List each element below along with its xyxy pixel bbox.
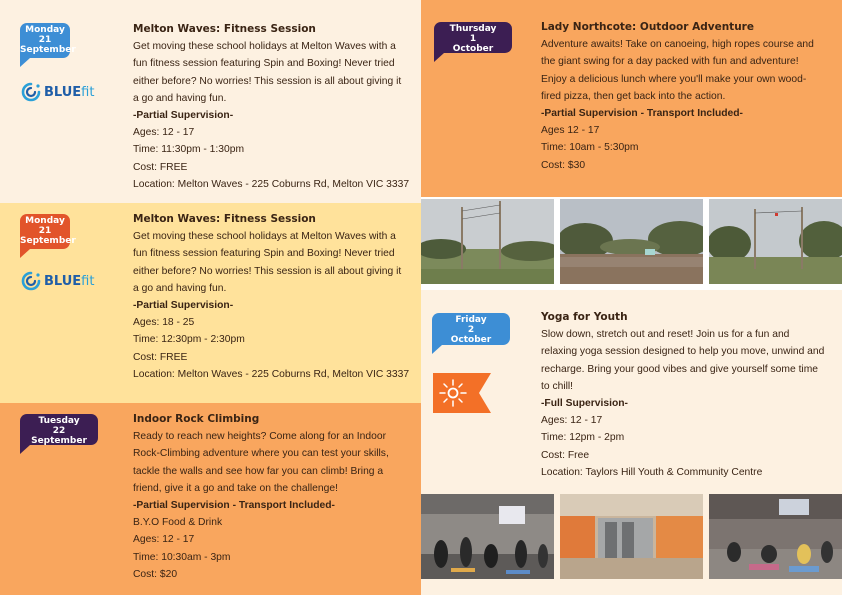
session-title: Yoga for Youth	[541, 311, 628, 323]
bluefit-logo	[20, 82, 94, 102]
session-desc-line: fun fitness session featuring Spin and Boxing! Never tried	[133, 58, 395, 70]
outdoor-photo-3	[709, 199, 842, 284]
session-title: Melton Waves: Fitness Session	[133, 213, 316, 225]
badge-date: 22	[52, 426, 66, 436]
session-desc-line: Ready to reach new heights? Come along for an Indoor	[133, 431, 387, 443]
session-details	[133, 211, 409, 383]
badge-day: Monday	[25, 25, 65, 35]
session-desc-line: Rock-Climbing adventure where you can test your skills,	[133, 448, 389, 460]
yoga-photo-1	[421, 494, 554, 579]
session-ages: Ages: 12 - 17	[541, 415, 603, 427]
badge-day: Friday	[455, 315, 487, 325]
badge-date: 1	[469, 34, 477, 44]
session-ages: Ages 12 - 17	[541, 125, 600, 137]
date-badge	[20, 214, 76, 249]
logo-text-sub: fit	[81, 84, 95, 100]
badge-day: Monday	[25, 216, 65, 226]
logo-text-main: BLUE	[44, 84, 82, 100]
session-location: Location: Taylors Hill Youth & Community Centre	[541, 466, 763, 478]
badge-date: 2	[467, 325, 475, 335]
session-cost: Cost: FREE	[133, 161, 188, 173]
session-desc-line: a go and having fun.	[133, 92, 227, 104]
session-desc-line: Get moving these school holidays at Melton Waves with a	[133, 41, 396, 53]
session-desc-line: tackle the walls and see how far you can climb! Bring a	[133, 465, 384, 477]
session-desc-line: recharge. Bring your good vibes and give yourself some time	[541, 363, 819, 375]
session-title: Indoor Rock Climbing	[133, 413, 260, 425]
date-badge	[20, 414, 98, 445]
bluefit-swirl-icon	[20, 82, 42, 102]
logo-text-sub: fit	[81, 273, 95, 289]
badge-day: Tuesday	[38, 416, 80, 426]
bluefit-logo	[20, 271, 94, 291]
session-supervision: -Partial Supervision - Transport Included-	[541, 108, 743, 120]
badge-month: September	[20, 236, 76, 246]
session-desc-line: Enjoy a delicious lunch where you'll make your own wood-	[541, 73, 807, 85]
session-panel-2	[0, 203, 421, 403]
session-desc-line: fun fitness session featuring Spin and Boxing! Never tried	[133, 248, 395, 260]
session-supervision: -Partial Supervision - Transport Included-	[133, 500, 335, 512]
session-location: Location: Melton Waves - 225 Coburns Rd, Melton VIC 3337	[133, 368, 410, 380]
session-byo: B.Y.O Food & Drink	[133, 517, 223, 529]
outdoor-photo-1	[421, 199, 554, 284]
session-desc-line: to chill!	[541, 380, 574, 392]
badge-month: September	[20, 45, 76, 55]
session-desc-line: Slow down, stretch out and reset! Join us for a fun and	[541, 329, 790, 341]
yoga-photo-2	[560, 494, 703, 579]
session-time: Time: 12:30pm - 2:30pm	[133, 334, 245, 346]
session-panel-4	[421, 0, 842, 197]
session-desc-line: friend, give it a go and take on the challenge!	[133, 482, 338, 494]
date-badge	[434, 22, 512, 53]
date-badge	[432, 313, 510, 345]
session-details	[133, 411, 389, 583]
session-title: Melton Waves: Fitness Session	[133, 23, 316, 35]
youth-flag-icon	[433, 373, 491, 418]
session-ages: Ages: 18 - 25	[133, 317, 195, 329]
session-ages: Ages: 12 - 17	[133, 534, 195, 546]
session-desc-line: fired pizza, then get back into the action.	[541, 90, 726, 102]
session-location: Location: Melton Waves - 225 Coburns Rd, Melton VIC 3337	[133, 178, 410, 190]
session-time: Time: 10:30am - 3pm	[133, 551, 231, 563]
session-desc-line: Adventure awaits! Take on canoeing, high ropes course and	[541, 39, 814, 51]
session-supervision: -Partial Supervision-	[133, 110, 234, 122]
session-panel-1	[0, 0, 421, 203]
session-time: Time: 11:30pm - 1:30pm	[133, 144, 245, 156]
session-cost: Cost: $20	[133, 568, 178, 580]
session-panel-3	[0, 403, 421, 595]
session-cost: Cost: $30	[541, 159, 586, 171]
session-desc-line: either before? No worries! This session is all about giving it	[133, 75, 402, 87]
badge-month: September	[31, 436, 87, 446]
session-desc-line: the giant swing for a day packed with fun and adventure!	[541, 56, 799, 68]
logo-text-main: BLUE	[44, 273, 82, 289]
session-supervision: -Partial Supervision-	[133, 300, 234, 312]
session-ages: Ages: 12 - 17	[133, 127, 195, 139]
date-badge	[20, 23, 76, 58]
badge-date: 21	[38, 35, 52, 45]
badge-month: October	[452, 44, 494, 54]
outdoor-photo-2	[560, 199, 703, 284]
session-details	[541, 19, 814, 174]
badge-day: Thursday	[449, 24, 497, 34]
session-desc-line: either before? No worries! This session is all about giving it	[133, 265, 402, 277]
session-time: Time: 12pm - 2pm	[541, 432, 625, 444]
session-supervision: -Full Supervision-	[541, 398, 628, 410]
session-time: Time: 10am - 5:30pm	[541, 142, 639, 154]
session-details	[541, 309, 824, 481]
badge-date: 21	[38, 226, 52, 236]
yoga-photo-3	[709, 494, 842, 579]
session-details	[133, 21, 409, 193]
session-desc-line: a go and having fun.	[133, 282, 227, 294]
bluefit-swirl-icon	[20, 271, 42, 291]
session-desc-line: relaxing yoga session designed to help you move, unwind and	[541, 346, 825, 358]
badge-month: October	[450, 335, 492, 345]
session-cost: Cost: Free	[541, 449, 590, 461]
session-cost: Cost: FREE	[133, 351, 188, 363]
session-desc-line: Get moving these school holidays at Melton Waves with a	[133, 231, 396, 243]
session-title: Lady Northcote: Outdoor Adventure	[541, 21, 754, 33]
